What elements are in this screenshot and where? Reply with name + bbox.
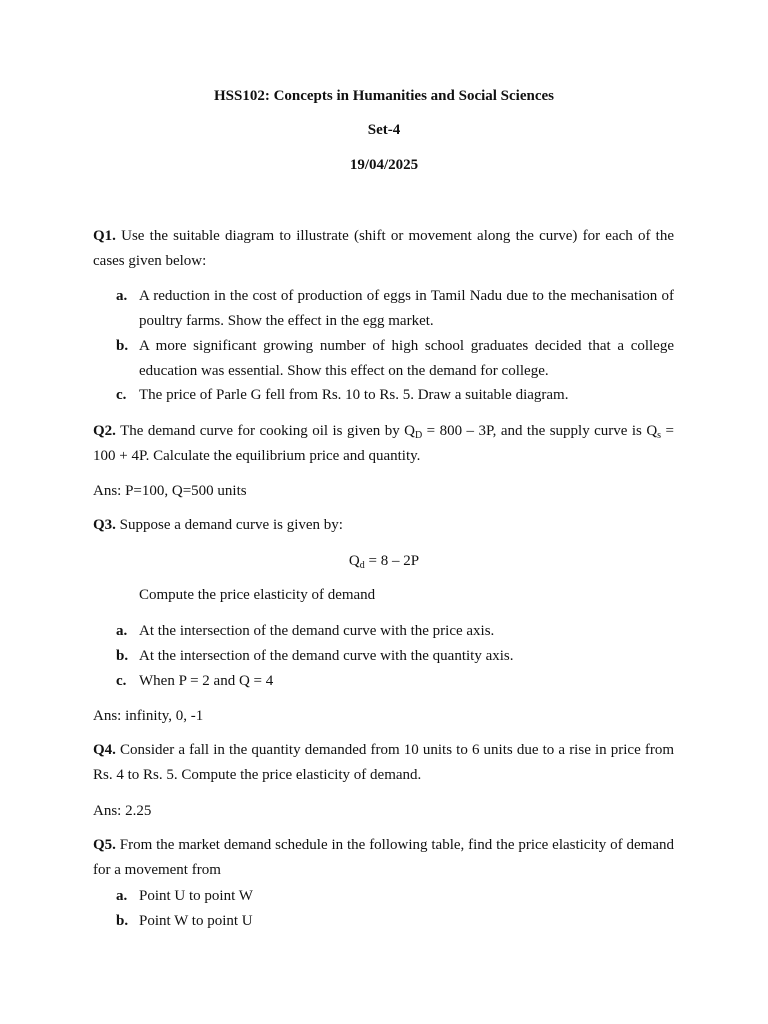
item-label: b. [116,913,129,929]
list-item [116,669,674,694]
list-item [116,884,674,909]
item-label: c. [116,387,127,403]
instruction-text: Compute the price elasticity of demand [139,587,376,603]
question-text: = 100 + 4P. Calculate the equilibrium price and quantity. [93,423,674,464]
question-text: Use the suitable diagram to illustrate (shift or movement along the curve) for each of the cases given below: [93,228,674,269]
list-item [116,619,674,644]
item-text: At the intersection of the demand curve with the quantity axis. [139,648,514,664]
list-item [116,284,674,334]
question-3 [93,513,674,538]
answer-3: Ans: infinity, 0, -1 [93,708,204,724]
demand-equation: $Q_d = 8 - 2P$ [348,553,420,571]
question-text: From the market demand schedule in the following table, find the price elasticity of demand for a movement from [93,837,674,878]
item-label: a. [116,288,128,304]
set-label: Set-4 [367,122,401,138]
list-item [116,383,674,408]
subscript: s [657,430,662,441]
question-1 [93,224,674,274]
question-4 [93,738,674,788]
item-label: a. [116,623,128,639]
list-item [116,644,674,669]
exam-date: 19/04/2025 [349,157,419,173]
item-text: Point U to point W [139,888,253,904]
question-5 [93,833,674,883]
item-text: A more significant growing number of high school graduates decided that a college education was essential. Show this effect on the demand for college. [139,338,674,379]
question-2 [93,419,674,469]
question-text: Suppose a demand curve is given by: [119,517,343,533]
question-number: Q4. [93,742,116,758]
item-text: A reduction in the cost of production of eggs in Tamil Nadu due to the mechanisation of poultry farms. Show the effect in the egg market. [139,288,674,329]
list-item [116,909,674,934]
question-number: Q1. [93,228,116,244]
item-text: Point W to point U [139,913,253,929]
answer-4: Ans: 2.25 [93,803,152,819]
item-label: a. [116,888,128,904]
subscript: d [359,560,365,571]
question-text: Consider a fall in the quantity demanded from 10 units to 6 units due to a rise in price from Rs. 4 to Rs. 5. Compute the price elasticity of demand. [93,742,675,783]
item-text: When P = 2 and Q = 4 [139,673,274,689]
question-text: The demand curve for cooking oil is given by Q [120,423,415,439]
item-label: c. [116,673,127,689]
question-text: = 800 – 3P, and the supply curve is Q [422,423,658,439]
item-text: At the intersection of the demand curve with the price axis. [139,623,495,639]
list-item [116,334,674,384]
item-text: The price of Parle G fell from Rs. 10 to Rs. 5. Draw a suitable diagram. [139,387,569,403]
item-label: b. [116,648,129,664]
question-number: Q3. [93,517,116,533]
question-number: Q2. [93,423,116,439]
course-title: HSS102: Concepts in Humanities and Social Sciences [213,88,555,104]
subscript: D [415,430,423,441]
question-number: Q5. [93,837,116,853]
item-label: b. [116,338,129,354]
answer-2: Ans: P=100, Q=500 units [93,483,247,499]
